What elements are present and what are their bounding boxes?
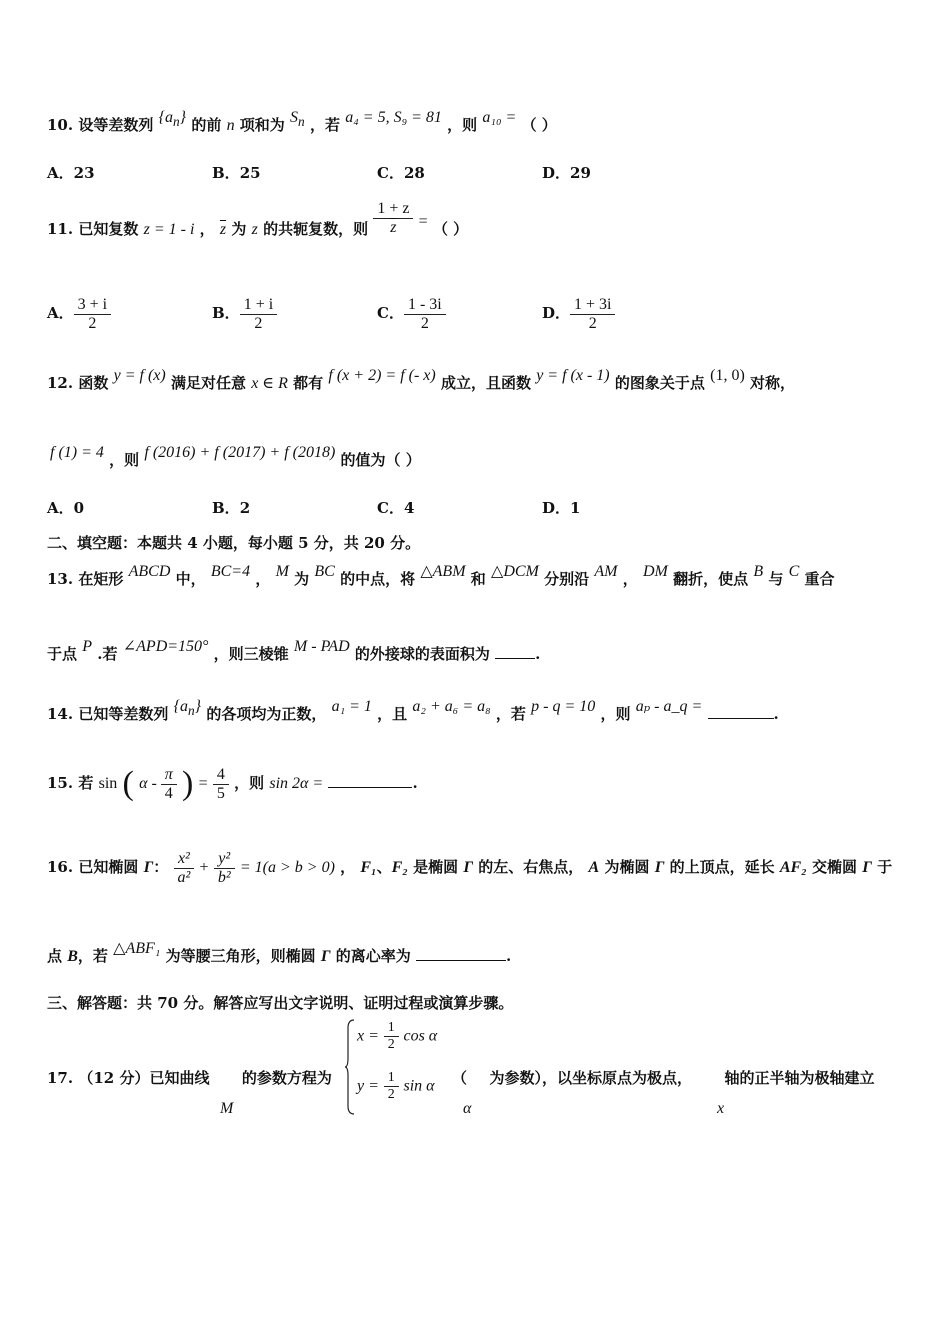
q10-option-c[interactable]: C．28 — [377, 164, 425, 182]
q10-option-a[interactable]: A．23 — [47, 164, 95, 182]
q12-option-a[interactable]: A．0 — [47, 499, 85, 517]
q11-option-a[interactable]: A． $\frac{3 + i}{2}$ — [47, 280, 111, 333]
q17-parametric-system: x = $\frac{1}{2}$ cos α y = $\frac{1}{2}$ sin α — [344, 1018, 444, 1116]
q15-answer-blank[interactable] — [328, 775, 412, 788]
section-3-heading: 三、解答题：共 70 分。解答应写出文字说明、证明过程或演算步骤。 — [47, 994, 514, 1012]
q12-option-b[interactable]: B．2 — [212, 499, 251, 517]
q11-option-c[interactable]: C． $\frac{1 - 3i}{2}$ — [377, 280, 446, 333]
q14-answer-blank[interactable] — [708, 706, 774, 719]
question-13-line1: 13. 在矩形 ABCD 中， BC=4 ， M 为 BC 的中点，将 △ABM 和 △DCM 分别沿 AM ， DM 翻折，使点 B 与 C 重合 — [47, 563, 835, 588]
q17-x-axis: x — [717, 1100, 725, 1117]
q12-option-d[interactable]: D．1 — [542, 499, 581, 517]
q10-number: 10. — [47, 116, 74, 134]
question-15: 15. 若 sin ( α - $\frac{\pi}{4}$ ) = $\frac{4}{5}$ ，则 sin 2α = . — [47, 765, 418, 802]
q16-answer-blank[interactable] — [416, 948, 506, 961]
q17-curve-m: M — [220, 1100, 234, 1117]
question-14: 14. 已知等差数列 $\{a_n\}$ 的各项均为正数， a₁ = 1 ，且 a₂ + a₆ = a₈ ，若 p - q = 10 ，则 aₚ - a_q = . — [47, 698, 779, 723]
q17-alpha: α — [463, 1100, 472, 1117]
left-brace-icon — [344, 1018, 356, 1116]
q12-option-c[interactable]: C．4 — [377, 499, 415, 517]
q11-fraction: $\frac{1 + z}{z}$ — [373, 200, 413, 237]
q10-option-d[interactable]: D．29 — [542, 164, 591, 182]
question-16-line1: 16. 已知椭圆 Γ： $\frac{\text{x²}}{\text{a²}}$ + $\frac{\text{y²}}{\text{b²}}$ = 1(a > b > 0) ， F₁、F₂ 是椭圆 Γ 的左、右焦点， A 为椭圆 Γ 的上顶点，延长 AF₂ 交椭圆 Γ 于 — [47, 849, 893, 886]
question-11: 11. 已知复数 z = 1 - i ， $\overline{z}$ 为 z 的共轭复数，则 $\frac{1 + z}{z}$ = （ ） — [47, 199, 469, 238]
q13-answer-blank[interactable] — [495, 646, 535, 659]
question-17: 17. （12 分）已知曲线 的参数方程为 — [47, 1069, 332, 1087]
question-12-line1: 12. 函数 y = f (x) 满足对任意 x ∈ R 都有 f (x + 2) = f (- x) 成立，且函数 y = f (x - 1) 的图象关于点 (1, 0) 对称， — [47, 367, 796, 392]
question-10: 10. 设等差数列 $\{a_n\}$ 的前 n 项和为 $S_n$ ，若 a₄ = 5, S₉ = 81 ，则 a₁₀ = （ ） — [47, 109, 557, 134]
q10-condition: a₄ = 5, S₉ = 81 — [345, 109, 442, 126]
q11-option-b[interactable]: B． $\frac{1 + i}{2}$ — [212, 280, 277, 333]
question-12-line2: f (1) = 4 ，则 f (2016) + f (2017) + f (2018) 的值为（ ） — [50, 444, 421, 469]
q10-target: a₁₀ = — [482, 109, 517, 126]
question-17-continued: （ 为参数），以坐标原点为极点， 轴的正半轴为极轴建立 — [452, 1069, 875, 1087]
question-16-line2: 点 B，若 △ABF₁ 为等腰三角形，则椭圆 Γ 的离心率为 . — [47, 940, 512, 965]
section-2-heading: 二、填空题：本题共 4 小题，每小题 5 分，共 20 分。 — [47, 534, 421, 552]
q11-option-d[interactable]: D． $\frac{1 + 3i}{2}$ — [542, 280, 615, 333]
q10-option-b[interactable]: B．25 — [212, 164, 261, 182]
q10-seq: $\{a_n\}$ — [158, 109, 187, 130]
question-13-line2: 于点 P .若 ∠APD=150° ，则三棱锥 M - PAD 的外接球的表面积为 . — [47, 638, 541, 663]
